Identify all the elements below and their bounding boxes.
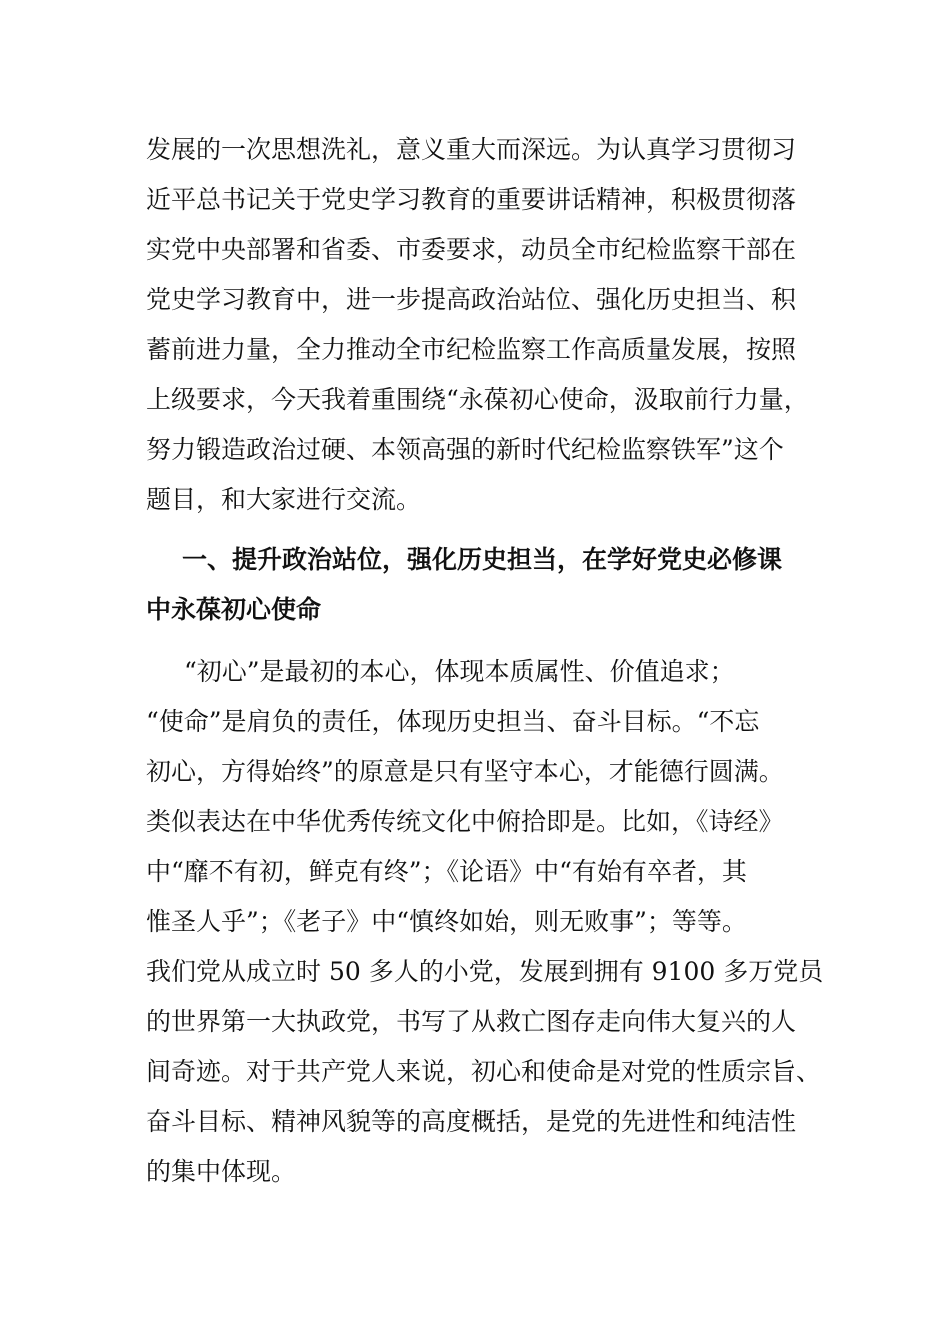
paragraph-line: 间奇迹。对于共产党人来说，初心和使命是对党的性质宗旨、 (146, 1057, 822, 1086)
heading-line: 中永葆初心使命 (146, 595, 322, 624)
paragraph-line: 的集中体现。 (146, 1157, 297, 1186)
paragraph-line: 题目，和大家进行交流。 (146, 485, 422, 514)
paragraph-line: “使命”是肩负的责任，体现历史担当、奋斗目标。“不忘 (146, 707, 760, 736)
paragraph-line: 发展的一次思想洗礼，意义重大而深远。为认真学习贯彻习 (146, 135, 797, 164)
heading-line: 一、提升政治站位，强化历史担当，在学好党史必修课 (182, 545, 783, 574)
paragraph-line: 初心，方得始终”的原意是只有坚守本心，才能德行圆满。 (146, 757, 784, 786)
paragraph-line: 中“靡不有初，鲜克有终”；《论语》中“有始有卒者，其 (146, 857, 747, 886)
paragraph-line: 惟圣人乎”；《老子》中“慎终如始，则无败事”；等等。 (146, 907, 747, 936)
paragraph-line: 上级要求，今天我着重围绕“永葆初心使命，汲取前行力量， (146, 385, 809, 414)
paragraph-line: 党史学习教育中，进一步提高政治站位、强化历史担当、积 (146, 285, 797, 314)
paragraph-line: 类似表达在中华优秀传统文化中俯拾即是。比如，《诗经》 (146, 807, 784, 836)
paragraph-line: 的世界第一大执政党，书写了从救亡图存走向伟大复兴的人 (146, 1007, 797, 1036)
paragraph-line: 我们党从成立时 50 多人的小党，发展到拥有 9100 多万党员 (146, 957, 824, 986)
paragraph-line: 近平总书记关于党史学习教育的重要讲话精神，积极贯彻落 (146, 185, 797, 214)
paragraph-line: 蓄前进力量，全力推动全市纪检监察工作高质量发展，按照 (146, 335, 797, 364)
paragraph-line: “初心”是最初的本心，体现本质属性、价值追求； (184, 657, 735, 686)
paragraph-line: 努力锻造政治过硬、本领高强的新时代纪检监察铁军”这个 (146, 435, 784, 464)
paragraph-line: 实党中央部署和省委、市委要求，动员全市纪检监察干部在 (146, 235, 797, 264)
paragraph-line: 奋斗目标、精神风貌等的高度概括，是党的先进性和纯洁性 (146, 1107, 797, 1136)
